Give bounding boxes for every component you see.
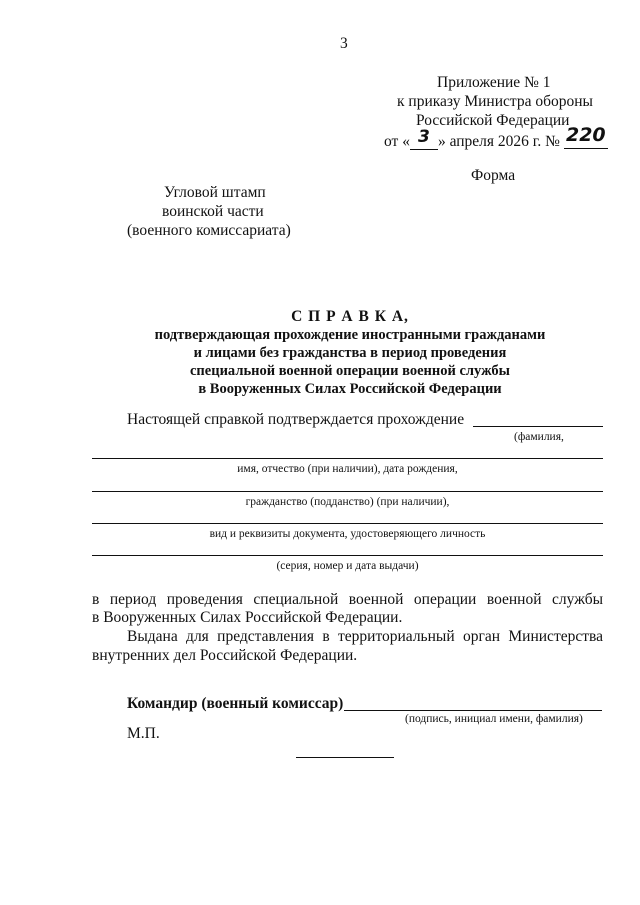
paragraph-2-line-1: Выдана для представления в территориальный орган Министерства (127, 628, 603, 645)
document-title: С П Р А В К А, (291, 308, 409, 325)
appendix-line-3: Российской Федерации (416, 112, 570, 129)
date-prefix: от « (384, 133, 410, 150)
appendix-date-line (384, 124, 608, 152)
signature-hint: (подпись, инициал имени, фамилия) (405, 713, 583, 725)
paragraph-1-line-1: в период проведения специальной военной операции военной службы (92, 591, 603, 608)
footnote-separator (296, 757, 394, 758)
series-field-line (92, 555, 603, 556)
date-suffix: » апреля 2026 г. № (437, 133, 560, 150)
title-line-2: и лицами без гражданства в период проведения (193, 345, 507, 361)
seal-label: М.П. (127, 725, 160, 742)
stamp-line-3: (военного комиссариата) (127, 222, 291, 239)
appendix-line-1: Приложение № 1 (437, 74, 551, 91)
hint-surname: (фамилия, (514, 431, 564, 443)
hint-citizenship: гражданство (подданство) (при наличии), (245, 496, 450, 508)
date-day-field (410, 127, 438, 150)
form-label: Форма (471, 167, 516, 184)
appendix-line-2: к приказу Министра обороны (397, 93, 593, 110)
stamp-line-1: Угловой штамп (164, 184, 266, 201)
page-number: 3 (340, 35, 348, 52)
paragraph-2-line-2: внутренних дел Российской Федерации. (92, 647, 358, 664)
surname-field-line (473, 426, 603, 427)
order-number-field (564, 124, 608, 149)
title-line-1: подтверждающая прохождение иностранными гражданами (154, 327, 546, 343)
signature-field-line (344, 710, 602, 711)
document-field-line (92, 523, 603, 524)
title-line-4: в Вооруженных Силах Российской Федерации (198, 381, 502, 397)
stamp-line-2: воинской части (162, 203, 264, 220)
signature-label: Командир (военный комиссар) (127, 695, 344, 712)
name-field-line (92, 458, 603, 459)
order-number: 220 (565, 124, 606, 146)
hint-document: вид и реквизиты документа, удостоверяющего личность (209, 528, 486, 540)
title-line-3: специальной военной операции военной службы (190, 363, 510, 379)
date-day: 3 (418, 127, 430, 147)
citizenship-field-line (92, 491, 603, 492)
hint-name: имя, отчество (при наличии), дата рождения, (237, 463, 458, 475)
hint-series: (серия, номер и дата выдачи) (276, 560, 419, 572)
paragraph-1-line-2: в Вооруженных Силах Российской Федерации. (92, 609, 403, 626)
intro-text: Настоящей справкой подтверждается прохождение (127, 411, 465, 428)
